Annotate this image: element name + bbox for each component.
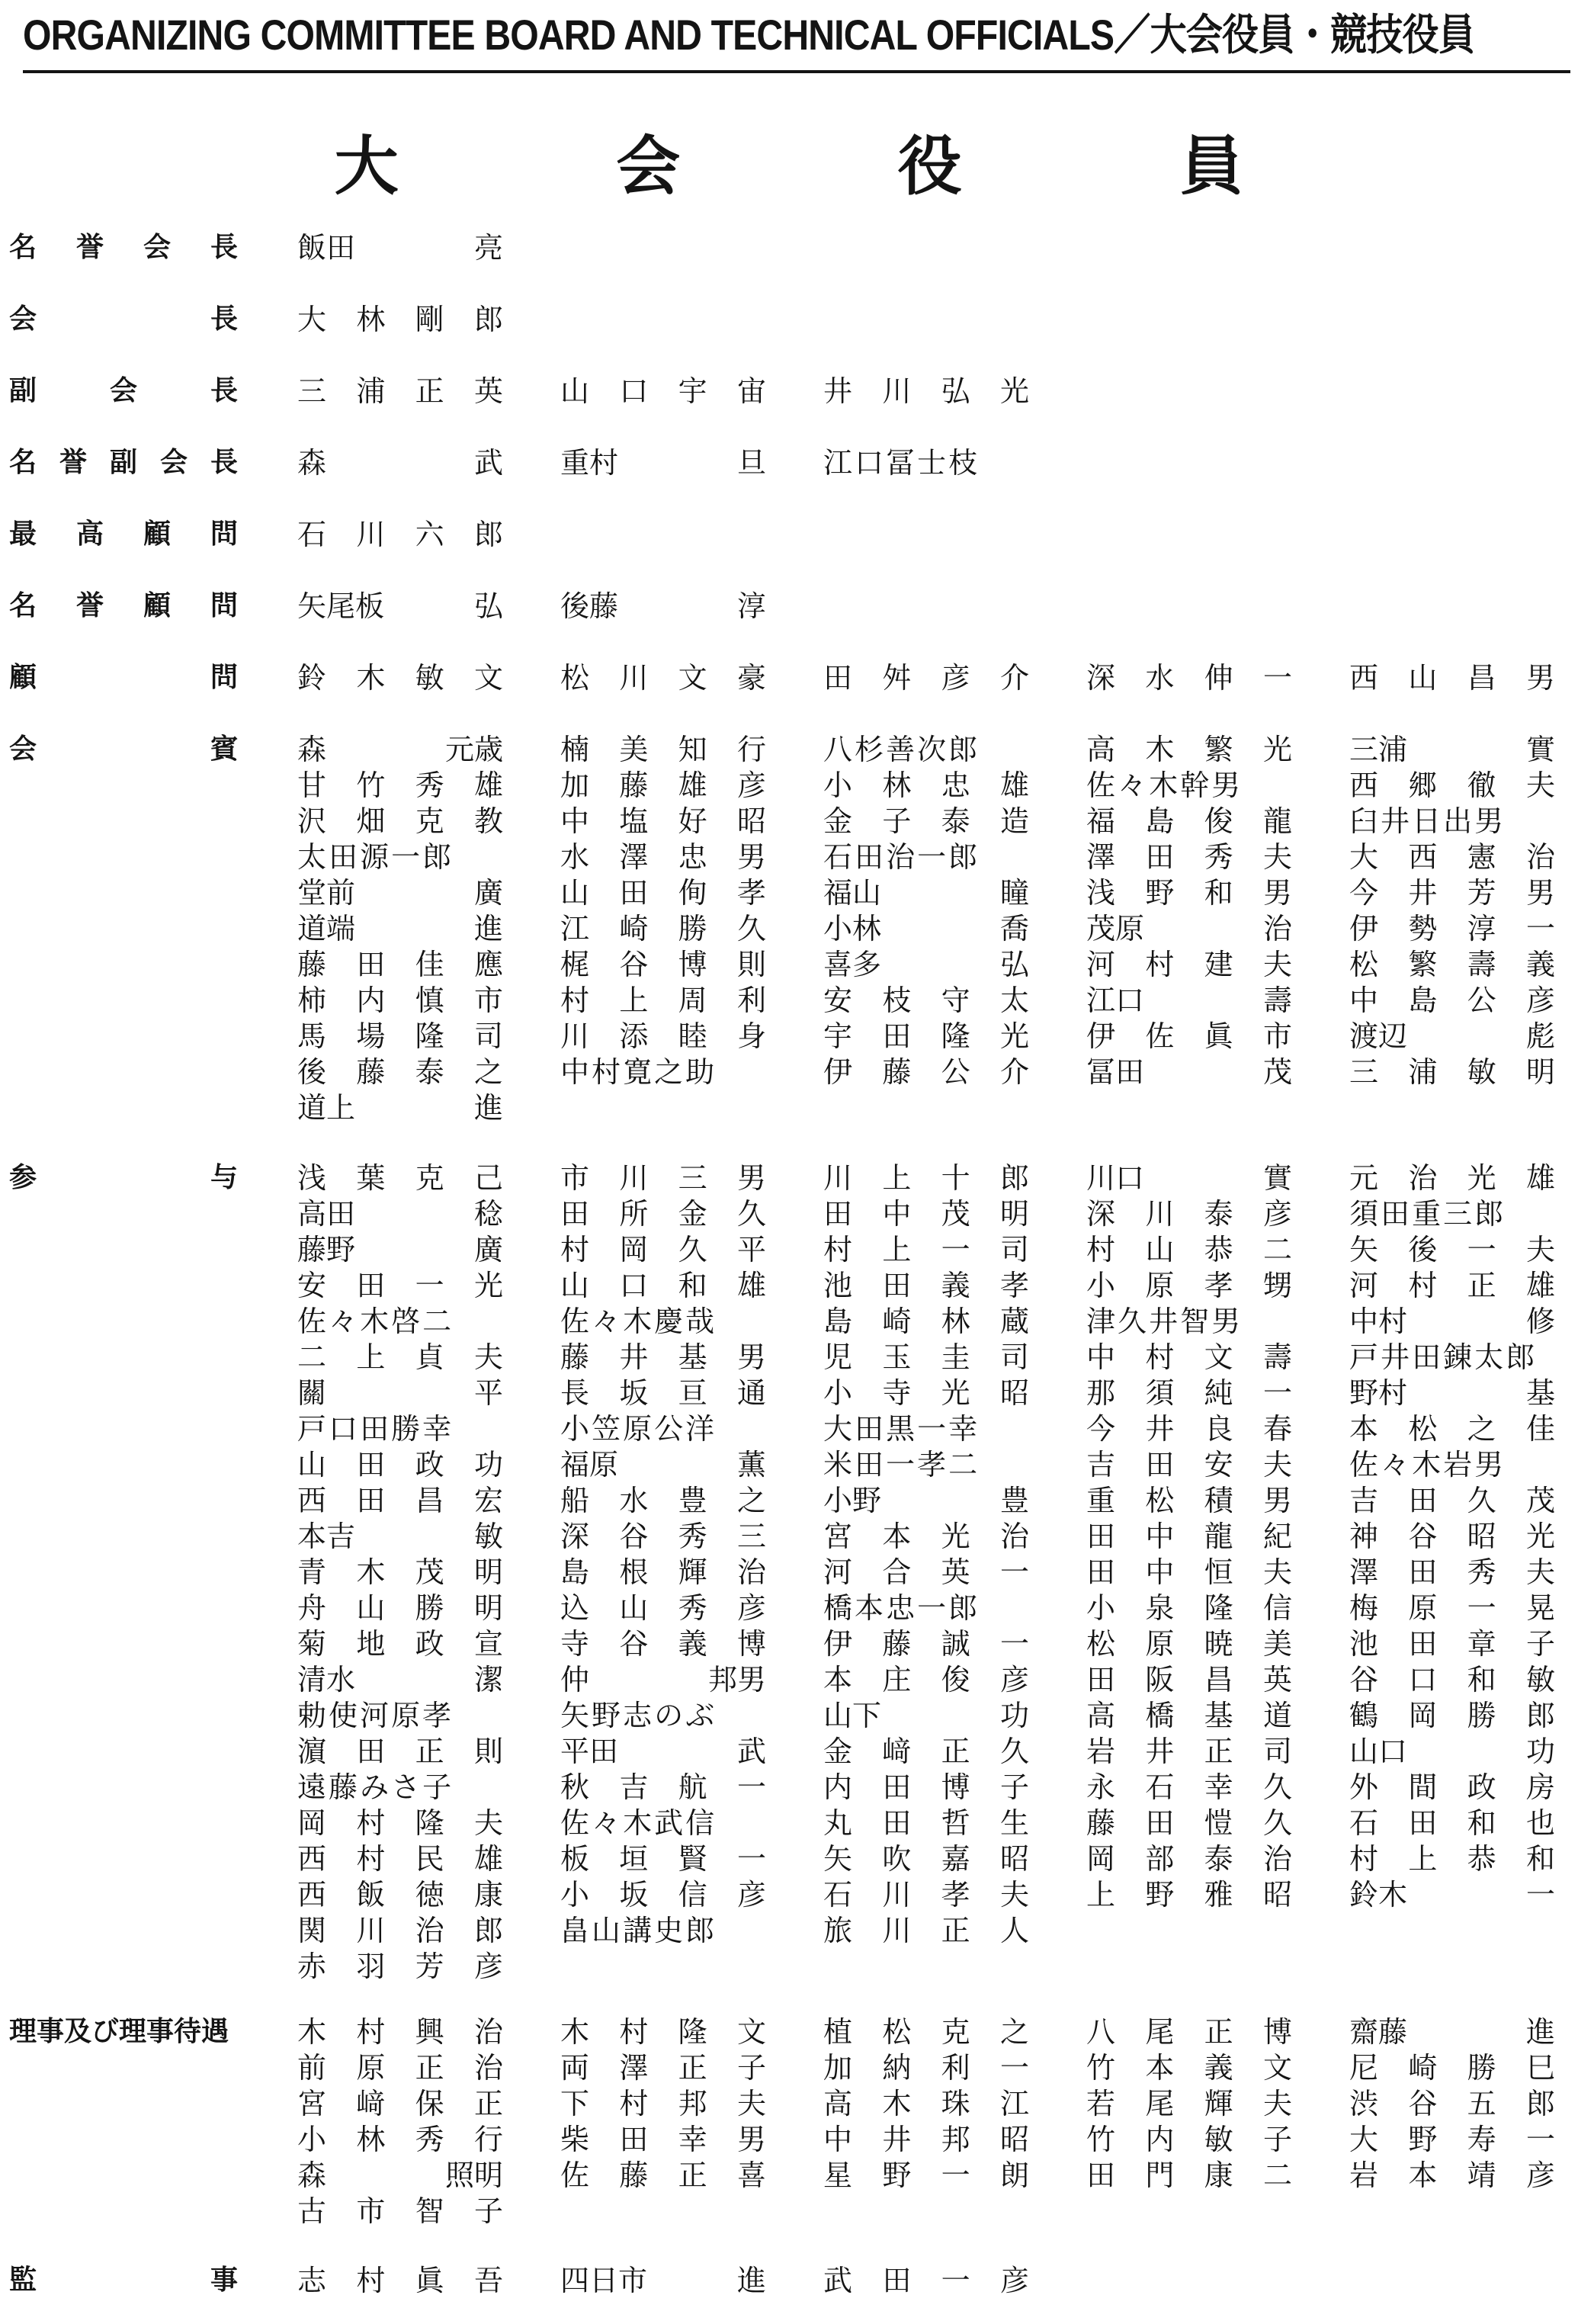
official-name: 竹 本 義 文 [1086, 2051, 1292, 2085]
official-name: 渋 谷 五 郎 [1349, 2087, 1555, 2120]
official-name: 小 原 孝 甥 [1086, 1269, 1292, 1302]
official-name: 濵 田 正 則 [297, 1735, 503, 1768]
official-name: 河 村 建 夫 [1086, 948, 1292, 981]
official-name: 旅 川 正 人 [823, 1914, 1029, 1947]
official-name: 込 山 秀 彦 [560, 1591, 766, 1625]
official-name: 福 島 俊 龍 [1086, 804, 1292, 838]
section-label: 会 賓 [9, 733, 238, 765]
official-name: 今 井 芳 男 [1349, 876, 1555, 910]
official-name: 山 田 侚 孝 [560, 876, 766, 910]
official-name: 中 井 邦 昭 [823, 2123, 1029, 2156]
official-name: 石 田 和 也 [1349, 1806, 1555, 1840]
official-name: 本吉 敏 [297, 1520, 503, 1553]
official-name: 吉 田 安 夫 [1086, 1448, 1292, 1481]
official-name: 二 上 貞 夫 [297, 1340, 503, 1374]
official-name: 大 林 剛 郎 [297, 303, 503, 336]
official-name: 川 添 睦 身 [560, 1019, 766, 1053]
official-name: 後 藤 泰 之 [297, 1055, 503, 1089]
official-name: 小林 喬 [823, 912, 1029, 945]
section-label: 会 長 [9, 303, 238, 335]
official-name: 喜多 弘 [823, 948, 1029, 981]
official-name: 秋 吉 航 一 [560, 1770, 766, 1804]
official-name: 池 田 章 子 [1349, 1627, 1555, 1661]
official-name: 中 塩 好 昭 [560, 804, 766, 838]
official-name: 中 村 文 壽 [1086, 1340, 1292, 1374]
official-name: 須田重三郎 [1349, 1197, 1506, 1231]
official-name: 竹 内 敏 子 [1086, 2123, 1292, 2156]
official-name: 野村 基 [1349, 1376, 1555, 1410]
official-name: 甘 竹 秀 雄 [297, 769, 503, 802]
official-name: 齋藤 進 [1349, 2015, 1555, 2049]
official-name: 小 林 忠 雄 [823, 769, 1029, 802]
official-name: 津久井智男 [1086, 1305, 1243, 1338]
official-name: 畠山講史郎 [560, 1914, 717, 1947]
official-name: 木 村 興 治 [297, 2015, 503, 2049]
official-name: 遠藤みさ子 [297, 1770, 454, 1804]
official-name: 川口 實 [1086, 1161, 1292, 1195]
official-name: 児 玉 圭 司 [823, 1340, 1029, 1374]
official-name: 平田 武 [560, 1735, 766, 1768]
official-name: 三浦 實 [1349, 733, 1555, 766]
official-name: 永 石 幸 久 [1086, 1770, 1292, 1804]
official-name: 佐 藤 正 喜 [560, 2159, 766, 2192]
official-name: 岡 部 泰 治 [1086, 1842, 1292, 1876]
official-name: 尼 崎 勝 巳 [1349, 2051, 1555, 2085]
official-name: 四日市 進 [560, 2264, 766, 2297]
official-name: 森 照明 [297, 2159, 503, 2192]
official-name: 中村 修 [1349, 1305, 1555, 1338]
official-name: 岩 井 正 司 [1086, 1735, 1292, 1768]
official-name: 水 澤 忠 男 [560, 840, 766, 874]
official-name: 河 合 英 一 [823, 1555, 1029, 1589]
official-name: 池 田 義 孝 [823, 1269, 1029, 1302]
official-name: 菊 地 政 宣 [297, 1627, 503, 1661]
official-name: 柿 内 慎 市 [297, 984, 503, 1017]
official-name: 道上 進 [297, 1091, 503, 1125]
official-name: 江口冨士枝 [823, 446, 980, 480]
official-name: 森 武 [297, 446, 503, 480]
section-label: 参 与 [9, 1162, 238, 1193]
official-name: 田 中 恒 夫 [1086, 1555, 1292, 1589]
official-name: 伊 勢 淳 一 [1349, 912, 1555, 945]
official-name: 渡辺 彪 [1349, 1019, 1555, 1053]
official-name: 金 子 泰 造 [823, 804, 1029, 838]
official-name: 鈴 木 敏 文 [297, 661, 503, 695]
official-name: 田 中 茂 明 [823, 1197, 1029, 1231]
official-name: 岡 村 隆 夫 [297, 1806, 503, 1840]
official-name: 船 水 豊 之 [560, 1484, 766, 1517]
official-name: 宇 田 隆 光 [823, 1019, 1029, 1053]
official-name: 小野 豊 [823, 1484, 1029, 1517]
official-name: 伊 佐 眞 市 [1086, 1019, 1292, 1053]
official-name: 神 谷 昭 光 [1349, 1520, 1555, 1553]
official-name: 藤 田 愷 久 [1086, 1806, 1292, 1840]
official-name: 藤野 廣 [297, 1233, 503, 1266]
official-name: 古 市 智 子 [297, 2194, 503, 2228]
official-name: 板 垣 賢 一 [560, 1842, 766, 1876]
official-name: 山 口 宇 宙 [560, 374, 766, 408]
section-label: 副 会 長 [9, 375, 238, 406]
official-name: 矢尾板 弘 [297, 589, 503, 623]
official-name: 佐々木武信 [560, 1806, 717, 1840]
official-name: 下 村 邦 夫 [560, 2087, 766, 2120]
official-name: 小 坂 信 彦 [560, 1878, 766, 1912]
official-name: 矢 吹 嘉 昭 [823, 1842, 1029, 1876]
official-name: 村 上 一 司 [823, 1233, 1029, 1266]
official-name: 福山 瞳 [823, 876, 1029, 910]
official-name: 小笠原公洋 [560, 1412, 717, 1446]
official-name: 江口 壽 [1086, 984, 1292, 1017]
official-name: 舟 山 勝 明 [297, 1591, 503, 1625]
official-name: 澤 田 秀 夫 [1349, 1555, 1555, 1589]
official-name: 青 木 茂 明 [297, 1555, 503, 1589]
official-name: 飯田 亮 [297, 231, 503, 265]
official-name: 堂前 廣 [297, 876, 503, 910]
official-name: 大田黒一幸 [823, 1412, 980, 1446]
official-name: 前 原 正 治 [297, 2051, 503, 2085]
official-name: 三 浦 敏 明 [1349, 1055, 1555, 1089]
official-name: 矢野志のぶ [560, 1699, 717, 1732]
official-name: 村 岡 久 平 [560, 1233, 766, 1266]
official-name: 鶴 岡 勝 郎 [1349, 1699, 1555, 1732]
official-name: 田 中 龍 紀 [1086, 1520, 1292, 1553]
official-name: 田 阪 昌 英 [1086, 1663, 1292, 1696]
official-name: 鈴木 一 [1349, 1878, 1555, 1912]
official-name: 佐々木岩男 [1349, 1448, 1506, 1481]
header-rule [23, 70, 1570, 73]
official-name: 金 﨑 正 久 [823, 1735, 1029, 1768]
official-name: 星 野 一 朗 [823, 2159, 1029, 2192]
official-name: 八杉善次郎 [823, 733, 980, 766]
section-label: 名 誉 副 会 長 [9, 447, 238, 478]
official-name: 長 坂 亘 通 [560, 1376, 766, 1410]
official-name: 山口 功 [1349, 1735, 1555, 1768]
official-name: 元 治 光 雄 [1349, 1161, 1555, 1195]
official-name: 宮 本 光 治 [823, 1520, 1029, 1553]
official-name: 関 川 治 郎 [297, 1914, 503, 1947]
official-name: 河 村 正 雄 [1349, 1269, 1555, 1302]
official-name: 今 井 良 春 [1086, 1412, 1292, 1446]
official-name: 外 間 政 房 [1349, 1770, 1555, 1804]
official-name: 市 川 三 男 [560, 1161, 766, 1195]
official-name: 伊 藤 誠 一 [823, 1627, 1029, 1661]
official-name: 梶 谷 博 則 [560, 948, 766, 981]
official-name: 梅 原 一 晃 [1349, 1591, 1555, 1625]
official-name: 西 村 民 雄 [297, 1842, 503, 1876]
official-name: 丸 田 哲 生 [823, 1806, 1029, 1840]
official-name: 仲 邦男 [560, 1663, 766, 1696]
official-name: 西 郷 徹 夫 [1349, 769, 1555, 802]
official-name: 冨田 茂 [1086, 1055, 1292, 1089]
official-name: 佐々木慶哉 [560, 1305, 717, 1338]
section-label: 名 誉 会 長 [9, 232, 238, 263]
official-name: 松 繁 壽 義 [1349, 948, 1555, 981]
official-name: 重村 旦 [560, 446, 766, 480]
official-name: 植 松 克 之 [823, 2015, 1029, 2049]
official-name: 赤 羽 芳 彦 [297, 1950, 503, 1983]
official-name: 岩 本 靖 彦 [1349, 2159, 1555, 2192]
official-name: 佐々木啓二 [297, 1305, 454, 1338]
header-title: ORGANIZING COMMITTEE BOARD AND TECHNICAL OFFICIALS／大会役員・競技役員 [23, 11, 1475, 59]
official-name: 宮 﨑 保 正 [297, 2087, 503, 2120]
official-name: 沢 畑 克 教 [297, 804, 503, 838]
official-name: 中 島 公 彦 [1349, 984, 1555, 1017]
official-name: 戸口田勝幸 [297, 1412, 454, 1446]
official-name: 大 西 憲 治 [1349, 840, 1555, 874]
official-name: 山 口 和 雄 [560, 1269, 766, 1302]
official-name: 太田源一郎 [297, 840, 454, 874]
official-name: 道端 進 [297, 912, 503, 945]
official-name: 木 村 隆 文 [560, 2015, 766, 2049]
official-name: 志 村 眞 吾 [297, 2264, 503, 2297]
official-name: 中村寛之助 [560, 1055, 717, 1089]
section-label: 監 事 [9, 2265, 238, 2296]
official-name: 井 川 弘 光 [823, 374, 1029, 408]
official-name: 加 藤 雄 彦 [560, 769, 766, 802]
official-name: 石 川 六 郎 [297, 518, 503, 551]
official-name: 高 木 珠 江 [823, 2087, 1029, 2120]
official-name: 加 納 利 一 [823, 2051, 1029, 2085]
official-name: 重 松 積 男 [1086, 1484, 1292, 1517]
official-name: 橋本忠一郎 [823, 1591, 980, 1625]
official-name: 両 澤 正 子 [560, 2051, 766, 2085]
official-name: 澤 田 秀 夫 [1086, 840, 1292, 874]
section-label: 名 誉 顧 問 [9, 590, 238, 621]
official-name: 小 泉 隆 信 [1086, 1591, 1292, 1625]
official-name: 田 門 康 二 [1086, 2159, 1292, 2192]
official-name: 八 尾 正 博 [1086, 2015, 1292, 2049]
official-name: 田 所 金 久 [560, 1197, 766, 1231]
official-name: 本 松 之 佳 [1349, 1412, 1555, 1446]
official-name: 谷 口 和 敏 [1349, 1663, 1555, 1696]
official-name: 深 水 伸 一 [1086, 661, 1292, 695]
official-name: 茂原 治 [1086, 912, 1292, 945]
official-name: 安 枝 守 太 [823, 984, 1029, 1017]
official-name: 武 田 一 彦 [823, 2264, 1029, 2297]
official-name: 高 橋 基 道 [1086, 1699, 1292, 1732]
official-name: 高田 稔 [297, 1197, 503, 1231]
official-name: 寺 谷 義 博 [560, 1627, 766, 1661]
official-name: 松 原 暁 美 [1086, 1627, 1292, 1661]
official-name: 村 山 恭 二 [1086, 1233, 1292, 1266]
page-title: 大 会 役 員 [334, 129, 1321, 204]
official-name: 楠 美 知 行 [560, 733, 766, 766]
official-name: 勅使河原孝 [297, 1699, 454, 1732]
official-name: 馬 場 隆 司 [297, 1019, 503, 1053]
official-name: 福原 薫 [560, 1448, 766, 1481]
official-name: 小 寺 光 昭 [823, 1376, 1029, 1410]
official-name: 吉 田 久 茂 [1349, 1484, 1555, 1517]
official-name: 浅 葉 克 己 [297, 1161, 503, 1195]
official-name: 江 崎 勝 久 [560, 912, 766, 945]
official-name: 内 田 博 子 [823, 1770, 1029, 1804]
section-label: 最 高 顧 問 [9, 518, 238, 550]
official-name: 關 平 [297, 1376, 503, 1410]
official-name: 矢 後 一 夫 [1349, 1233, 1555, 1266]
official-name: 石 川 孝 夫 [823, 1878, 1029, 1912]
official-name: 島 根 輝 治 [560, 1555, 766, 1589]
official-name: 西 山 昌 男 [1349, 661, 1555, 695]
official-name: 藤 田 佳 應 [297, 948, 503, 981]
official-name: 松 川 文 豪 [560, 661, 766, 695]
official-name: 若 尾 輝 夫 [1086, 2087, 1292, 2120]
official-name: 安 田 一 光 [297, 1269, 503, 1302]
official-name: 深 谷 秀 三 [560, 1520, 766, 1553]
official-name: 大 野 寿 一 [1349, 2123, 1555, 2156]
section-label: 顧 問 [9, 662, 238, 693]
official-name: 那 須 純 一 [1086, 1376, 1292, 1410]
official-name: 伊 藤 公 介 [823, 1055, 1029, 1089]
official-name: 田 舛 彦 介 [823, 661, 1029, 695]
official-name: 村 上 周 利 [560, 984, 766, 1017]
official-name: 西 田 昌 宏 [297, 1484, 503, 1517]
official-name: 村 上 恭 和 [1349, 1842, 1555, 1876]
official-name: 山下 功 [823, 1699, 1029, 1732]
official-name: 川 上 十 郎 [823, 1161, 1029, 1195]
official-name: 浅 野 和 男 [1086, 876, 1292, 910]
official-name: 本 庄 俊 彦 [823, 1663, 1029, 1696]
official-name: 佐々木幹男 [1086, 769, 1243, 802]
official-name: 西 飯 徳 康 [297, 1878, 503, 1912]
official-name: 深 川 泰 彦 [1086, 1197, 1292, 1231]
official-name: 柴 田 幸 男 [560, 2123, 766, 2156]
official-name: 藤 井 基 男 [560, 1340, 766, 1374]
official-name: 山 田 政 功 [297, 1448, 503, 1481]
official-name: 小 林 秀 行 [297, 2123, 503, 2156]
official-name: 森 元歳 [297, 733, 503, 766]
official-name: 上 野 雅 昭 [1086, 1878, 1292, 1912]
official-name: 後藤 淳 [560, 589, 766, 623]
official-name: 戸井田錬太郎 [1349, 1340, 1538, 1374]
official-name: 石田治一郎 [823, 840, 980, 874]
official-name: 臼井日出男 [1349, 804, 1506, 838]
official-name: 高 木 繁 光 [1086, 733, 1292, 766]
official-name: 米田一孝二 [823, 1448, 980, 1481]
official-name: 三 浦 正 英 [297, 374, 503, 408]
official-name: 島 崎 林 蔵 [823, 1305, 1029, 1338]
official-name: 清水 潔 [297, 1663, 503, 1696]
section-label: 理事及び理事待遇 [9, 2016, 229, 2047]
